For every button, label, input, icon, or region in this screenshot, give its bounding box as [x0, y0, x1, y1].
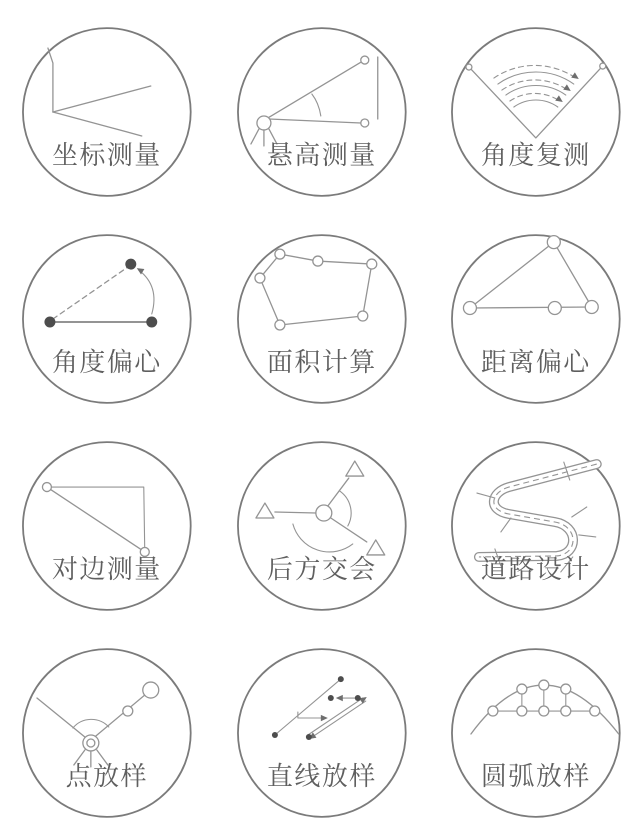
tile-ring — [238, 28, 406, 196]
feature-tile-remote-elevation[interactable] — [215, 0, 430, 207]
tile-ring — [23, 28, 191, 196]
feature-tile-area-calculation[interactable] — [215, 207, 430, 414]
tile-label: 圆弧放样 — [481, 760, 592, 791]
tile-ring — [452, 235, 620, 403]
tile-label: 距离偏心 — [481, 346, 592, 377]
arc-stakeout-icon — [471, 680, 619, 734]
tile-ring — [238, 649, 406, 817]
resection-icon — [256, 461, 385, 555]
tile-label: 对边测量 — [51, 555, 162, 584]
tile-label: 点放样 — [65, 762, 148, 791]
tile-label: 悬高测量 — [266, 139, 377, 170]
tile-ring — [23, 649, 191, 817]
tile-label: 直线放样 — [266, 760, 377, 791]
feature-tile-coordinate-measurement[interactable] — [0, 0, 215, 207]
line-stakeout-icon — [272, 676, 369, 742]
coordinate-axes-icon — [48, 48, 151, 136]
feature-tile-angle-offset[interactable] — [0, 207, 215, 414]
feature-tile-missing-line-measurement[interactable] — [0, 414, 215, 621]
tile-ring — [452, 649, 620, 817]
missing-line-icon — [42, 483, 149, 557]
area-polygon-icon — [255, 249, 377, 330]
tile-ring — [238, 442, 406, 610]
feature-tile-point-stakeout[interactable] — [0, 621, 215, 828]
angle-offset-icon — [44, 259, 157, 328]
feature-tile-resection[interactable] — [215, 414, 430, 621]
feature-tile-distance-offset[interactable] — [429, 207, 644, 414]
tile-label: 道路设计 — [481, 553, 592, 584]
tile-ring — [23, 442, 191, 610]
feature-tile-road-design[interactable] — [429, 414, 644, 621]
point-stakeout-icon — [37, 682, 159, 767]
angle-repetition-icon — [466, 63, 606, 138]
feature-tile-arc-stakeout[interactable] — [429, 621, 644, 828]
tile-label: 坐标测量 — [51, 141, 162, 170]
tile-label: 角度复测 — [481, 139, 592, 170]
tile-label: 角度偏心 — [51, 348, 162, 377]
feature-tile-angle-repetition[interactable] — [429, 0, 644, 207]
remote-elevation-icon — [251, 56, 378, 146]
feature-tile-line-stakeout[interactable] — [215, 621, 430, 828]
tile-label: 后方交会 — [266, 553, 377, 584]
tile-label: 面积计算 — [266, 346, 377, 377]
tile-ring — [452, 28, 620, 196]
